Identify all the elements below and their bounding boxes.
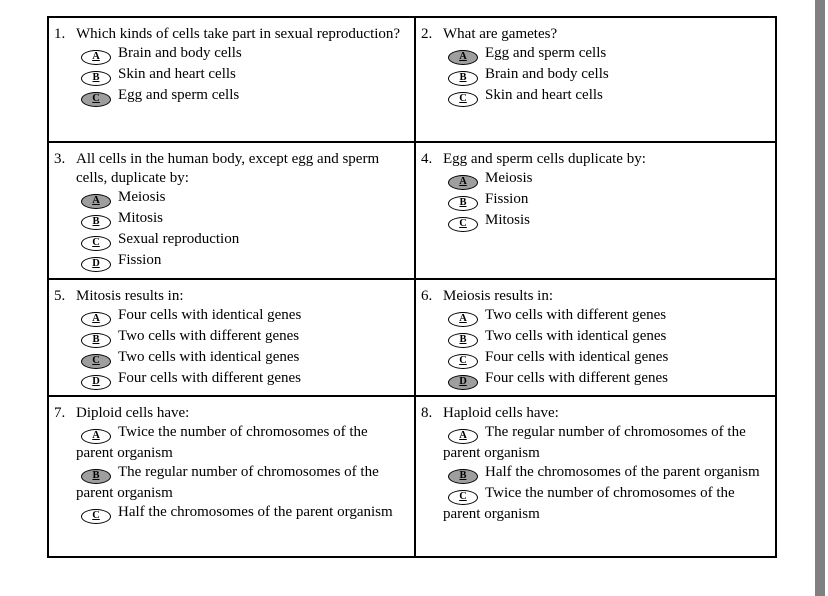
answer-bubble-c[interactable]: C — [81, 354, 111, 369]
answer-bubble-a[interactable]: A — [81, 50, 111, 65]
question-cell-7 — [49, 395, 414, 556]
answer-text: Four cells with identical genes — [485, 349, 669, 365]
question-number: 4. — [421, 151, 433, 167]
answer-option — [76, 463, 406, 503]
answer-text: Meiosis — [485, 170, 533, 186]
answer-bubble-b[interactable]: B — [448, 469, 478, 484]
answer-bubble-c[interactable]: C — [448, 217, 478, 232]
answer-text: Half the chromosomes of the parent organism — [118, 504, 393, 520]
question-number: 6. — [421, 288, 433, 304]
question-cell-4 — [414, 141, 775, 278]
answer-text: Twice the number of chromosomes of the parent organism — [443, 485, 735, 522]
answer-text: Four cells with different genes — [485, 370, 669, 386]
answer-option — [76, 348, 406, 369]
question-cell-8 — [414, 395, 775, 556]
answer-bubble-b[interactable]: B — [448, 333, 478, 348]
answer-text: Egg and sperm cells — [485, 45, 607, 61]
answer-bubble-c[interactable]: C — [81, 509, 111, 524]
answer-text: The regular number of chromosomes of the parent organism — [76, 464, 379, 501]
question — [54, 404, 406, 423]
question-text: What are gametes? — [443, 26, 558, 42]
answer-bubble-b[interactable]: B — [81, 215, 111, 230]
answer-text: Two cells with different genes — [118, 328, 300, 344]
question-number: 3. — [54, 151, 66, 167]
answer-bubble-b[interactable]: B — [448, 71, 478, 86]
answer-option — [443, 463, 767, 484]
answer-option — [443, 369, 767, 390]
question-text: Egg and sperm cells duplicate by: — [443, 151, 646, 167]
answer-option — [443, 44, 767, 65]
answer-bubble-d[interactable]: D — [448, 375, 478, 390]
answer-text: Skin and heart cells — [118, 66, 236, 82]
answer-bubble-c[interactable]: C — [448, 354, 478, 369]
question-number: 7. — [54, 405, 66, 421]
answer-bubble-a[interactable]: A — [448, 175, 478, 190]
question-number: 1. — [54, 26, 66, 42]
answer-text: Two cells with identical genes — [485, 328, 667, 344]
answer-option — [443, 423, 767, 463]
answer-text: Two cells with different genes — [485, 307, 667, 323]
answer-text: Egg and sperm cells — [118, 87, 240, 103]
question — [421, 150, 767, 169]
question-number: 2. — [421, 26, 433, 42]
answer-text: Sexual reproduction — [118, 231, 240, 247]
question-text: Meiosis results in: — [443, 288, 554, 304]
answer-text: Mitosis — [118, 210, 164, 226]
question-cell-1 — [49, 18, 414, 141]
answer-option — [443, 484, 767, 524]
question — [54, 150, 406, 188]
question-cell-5 — [49, 278, 414, 395]
answer-text: Half the chromosomes of the parent organism — [485, 464, 760, 480]
answer-text: Mitosis — [485, 212, 531, 228]
answer-bubble-d[interactable]: D — [81, 375, 111, 390]
quiz-table — [47, 16, 777, 558]
answer-option — [443, 190, 767, 211]
answer-option — [443, 65, 767, 86]
question-number: 8. — [421, 405, 433, 421]
question-text: All cells in the human body, except egg and sperm cells, duplicate by: — [76, 151, 380, 186]
answer-option — [76, 209, 406, 230]
question-cell-2 — [414, 18, 775, 141]
answer-bubble-c[interactable]: C — [448, 92, 478, 107]
answer-option — [443, 348, 767, 369]
answer-bubble-b[interactable]: B — [81, 469, 111, 484]
answer-option — [443, 327, 767, 348]
answer-bubble-b[interactable]: B — [81, 71, 111, 86]
answer-bubble-a[interactable]: A — [81, 312, 111, 327]
answer-option — [443, 86, 767, 107]
answer-option — [76, 369, 406, 390]
question — [421, 404, 767, 423]
answer-text: Four cells with different genes — [118, 370, 302, 386]
answer-option — [76, 188, 406, 209]
answer-option — [76, 306, 406, 327]
question — [54, 25, 406, 44]
answer-text: Skin and heart cells — [485, 87, 603, 103]
answer-option — [76, 86, 406, 107]
answer-option — [76, 251, 406, 272]
answer-option — [76, 503, 406, 524]
question-text: Which kinds of cells take part in sexual reproduction? — [76, 26, 401, 42]
answer-bubble-d[interactable]: D — [81, 257, 111, 272]
answer-bubble-a[interactable]: A — [448, 312, 478, 327]
answer-text: Brain and body cells — [485, 66, 609, 82]
question — [421, 25, 767, 44]
scrollbar[interactable] — [815, 0, 825, 596]
answer-text: Two cells with identical genes — [118, 349, 300, 365]
answer-text: Four cells with identical genes — [118, 307, 302, 323]
answer-text: Fission — [485, 191, 529, 207]
question — [421, 287, 767, 306]
answer-bubble-c[interactable]: C — [81, 92, 111, 107]
answer-bubble-a[interactable]: A — [81, 194, 111, 209]
question-text: Diploid cells have: — [76, 405, 190, 421]
answer-text: Brain and body cells — [118, 45, 242, 61]
answer-option — [443, 169, 767, 190]
answer-option — [76, 327, 406, 348]
answer-bubble-a[interactable]: A — [81, 429, 111, 444]
answer-option — [76, 423, 406, 463]
answer-option — [443, 306, 767, 327]
answer-text: Fission — [118, 252, 162, 268]
answer-bubble-a[interactable]: A — [448, 429, 478, 444]
question-number: 5. — [54, 288, 66, 304]
answer-option — [76, 65, 406, 86]
answer-bubble-c[interactable]: C — [81, 236, 111, 251]
answer-option — [76, 44, 406, 65]
question-cell-6 — [414, 278, 775, 395]
answer-option — [76, 230, 406, 251]
answer-option — [443, 211, 767, 232]
answer-text: Twice the number of chromosomes of the parent organism — [76, 424, 368, 461]
answer-bubble-b[interactable]: B — [448, 196, 478, 211]
answer-bubble-a[interactable]: A — [448, 50, 478, 65]
answer-text: Meiosis — [118, 189, 166, 205]
question-text: Mitosis results in: — [76, 288, 184, 304]
question-cell-3 — [49, 141, 414, 278]
answer-text: The regular number of chromosomes of the parent organism — [443, 424, 746, 461]
answer-bubble-b[interactable]: B — [81, 333, 111, 348]
answer-bubble-c[interactable]: C — [448, 490, 478, 505]
question-text: Haploid cells have: — [443, 405, 559, 421]
question — [54, 287, 406, 306]
